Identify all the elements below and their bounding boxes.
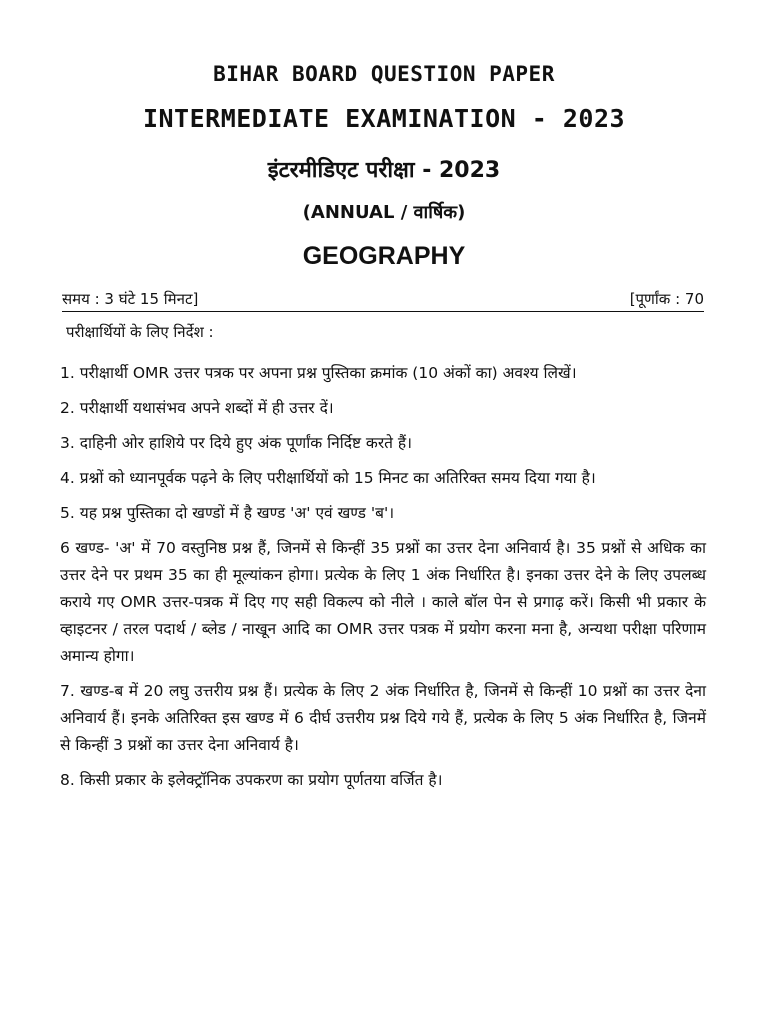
instruction-item: 1. परीक्षार्थी OMR उत्तर पत्रक पर अपना प्रश्न पुस्तिका क्रमांक (10 अंकों का) अवश्य लिखें।	[60, 364, 577, 382]
instruction-item: 5. यह प्रश्न पुस्तिका दो खण्डों में है खण्ड 'अ' एवं खण्ड 'ब'।	[60, 504, 395, 522]
instruction-item: 3. दाहिनी ओर हाशिये पर दिये हुए अंक पूर्णांक निर्दिष्ट करते हैं।	[60, 434, 413, 452]
instruction-item: 4. प्रश्नों को ध्यानपूर्वक पढ़ने के लिए परीक्षार्थियों को 15 मिनट का अतिरिक्त समय दिया गया है।	[60, 469, 596, 487]
instructions-list	[60, 360, 706, 802]
instruction-item: 6 खण्ड- 'अ' में 70 वस्तुनिष्ठ प्रश्न हैं, जिनमें से किन्हीं 35 प्रश्नों का उत्तर देना अनिवार्य है। 35 प्रश्नों से अधिक का उत्तर देने पर प्रथम 35 का ही मूल्यांकन होगा। प्रत्येक के लिए 1 अंक निर्धारित है। इनका उत्तर देने के लिए उपलब्ध कराये गए OMR उत्तर-पत्रक में दिए गए सही विकल्प को नीले । काले बॉल पेन से प्रगाढ़ करें। किसी भी प्रकार के व्हाइटनर / तरल पदार्थ / ब्लेड / नाखून आदि का OMR उत्तर पत्रक में प्रयोग करना मना है, अन्यथा परीक्षा परिणाम अमान्य होगा।	[60, 539, 706, 665]
full-marks: [पूर्णांक : 70	[629, 290, 704, 308]
subject-title: GEOGRAPHY	[302, 242, 466, 270]
exam-time: समय : 3 घंटे 15 मिनट]	[62, 290, 199, 308]
board-title: BIHAR BOARD QUESTION PAPER	[213, 62, 555, 86]
exam-session: (ANNUAL / वार्षिक)	[302, 202, 466, 223]
instruction-item: 8. किसी प्रकार के इलेक्ट्रॉनिक उपकरण का प्रयोग पूर्णतया वर्जित है।	[60, 771, 443, 789]
instruction-item: 2. परीक्षार्थी यथासंभव अपने शब्दों में ही उत्तर दें।	[60, 399, 334, 417]
exam-title-english: INTERMEDIATE EXAMINATION - 2023	[142, 104, 626, 133]
exam-title-hindi: इंटरमीडिएट परीक्षा - 2023	[267, 158, 501, 183]
instruction-item: 7. खण्ड-ब में 20 लघु उत्तरीय प्रश्न हैं। प्रत्येक के लिए 2 अंक निर्धारित है, जिनमें से किन्हीं 10 प्रश्नों का उत्तर देना अनिवार्य हैं। इनके अतिरिक्त इस खण्ड में 6 दीर्घ उत्तरीय प्रश्न दिये गये हैं, प्रत्येक के लिए 5 अंक निर्धारित है, जिनमें से किन्हीं 3 प्रश्नों का उत्तर देना अनिवार्य है।	[60, 682, 706, 754]
instructions-heading: परीक्षार्थियों के लिए निर्देश :	[66, 323, 214, 341]
exam-meta-row	[62, 289, 704, 312]
